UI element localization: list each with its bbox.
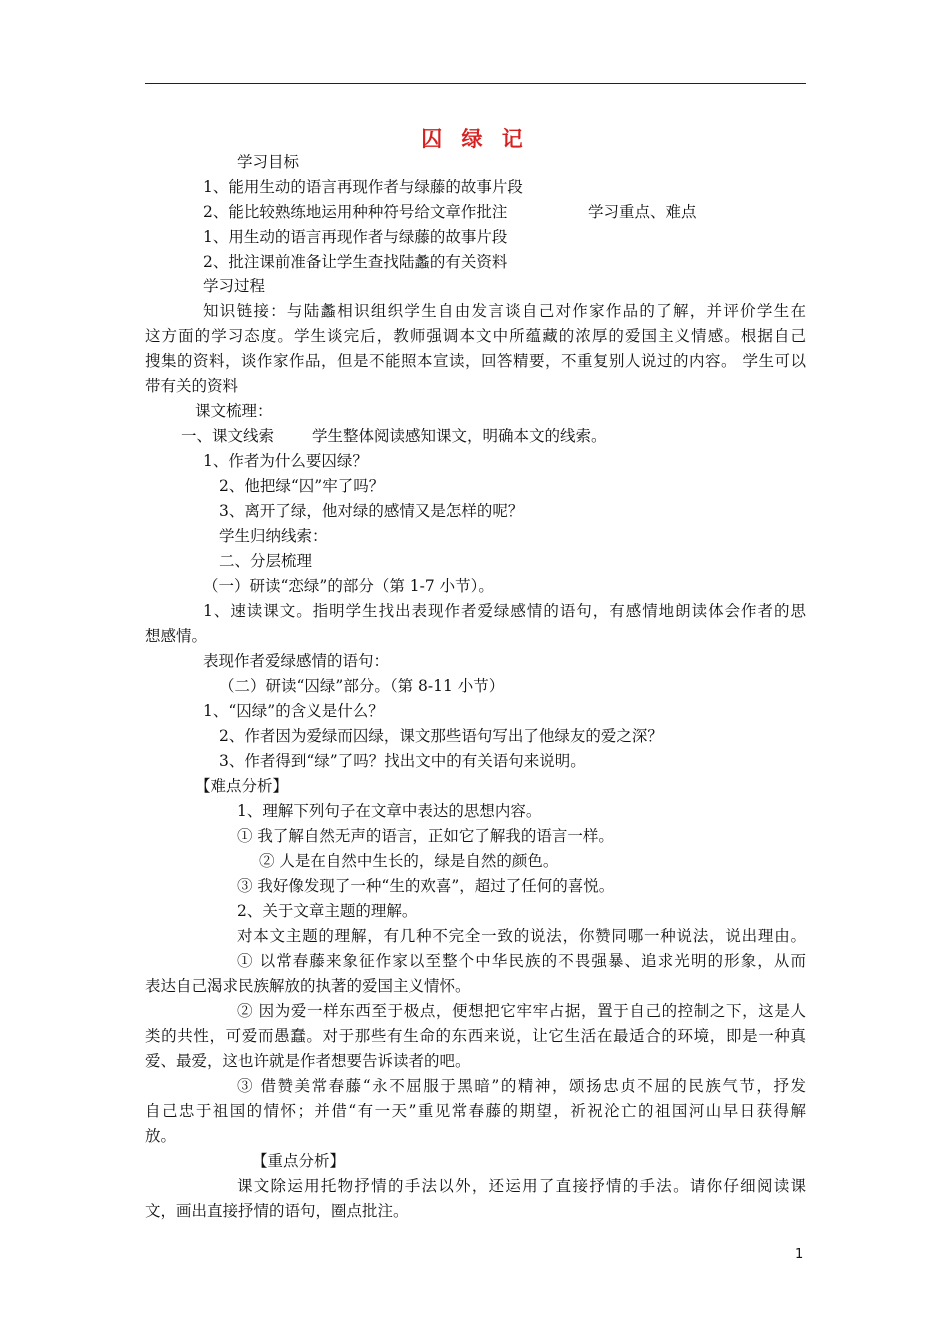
text-line: 二、分层梳理 xyxy=(219,552,313,570)
text-line: 1、理解下列句子在文章中表达的思想内容。 xyxy=(237,802,542,820)
text-line: ① 以常春藤来象征作家以至整个中华民族的不畏强暴、追求光明的形象，从而 xyxy=(237,952,806,970)
text-line: 表达自己渴求民族解放的执著的爱国主义情怀。 xyxy=(145,977,471,995)
text-line: 文，画出直接抒情的语句，圈点批注。 xyxy=(145,1202,409,1220)
text-line: 1、能用生动的语言再现作者与绿藤的故事片段 xyxy=(203,178,523,196)
page-number: 1 xyxy=(795,1247,804,1262)
text-line: 学习过程 xyxy=(203,277,266,295)
text-line: 知识链接：与陆蠡相识组织学生自由发言谈自己对作家作品的了解，并评价学生在 xyxy=(203,302,806,320)
text-line: （一）研读“恋绿”的部分（第 1-7 小节）。 xyxy=(203,577,494,595)
text-line: 搜集的资料，谈作家作品，但是不能照本宣读，回答精要，不重复别人说过的内容。 学生可以 xyxy=(145,352,806,370)
text-line: 放。 xyxy=(145,1127,177,1145)
text-line: 2、他把绿“囚”牢了吗？ xyxy=(219,477,385,495)
text-line: 对本文主题的理解，有几种不完全一致的说法，你赞同哪一种说法，说出理由。 xyxy=(237,927,806,945)
text-line: 3、离开了绿，他对绿的感情又是怎样的呢？ xyxy=(219,502,524,520)
text-line: 表现作者爱绿感情的语句： xyxy=(203,652,390,670)
text-line: （二）研读“囚绿”部分。（第 8-11 小节） xyxy=(219,677,505,695)
text-line: 带有关的资料 xyxy=(145,377,239,395)
text-line: 1、“囚绿”的含义是什么？ xyxy=(203,702,384,720)
text-line: 一、课文线索 xyxy=(181,427,275,445)
text-line: 课文梳理： xyxy=(195,402,273,420)
text-line: 1、速读课文。指明学生找出表现作者爱绿感情的语句，有感情地朗读体会作者的思 xyxy=(203,602,806,620)
header-rule xyxy=(145,83,806,84)
text-line: 这方面的学习态度。学生谈完后，教师强调本文中所蕴藏的浓厚的爱国主义情感。根据自己 xyxy=(145,327,806,345)
text-line: 学习重点、难点 xyxy=(588,203,697,221)
text-line: 3、作者得到“绿”了吗？找出文中的有关语句来说明。 xyxy=(219,752,586,770)
text-line: 类的共性，可爱而愚蠢。对于那些有生命的东西来说，让它生活在最适合的环境，即是一种真 xyxy=(145,1027,806,1045)
text-line: 【重点分析】 xyxy=(252,1152,346,1170)
text-line: 想感情。 xyxy=(145,627,208,645)
text-line: 学生整体阅读感知课文，明确本文的线索。 xyxy=(312,427,607,445)
text-line: 学习目标 xyxy=(237,153,300,171)
text-line: 课文除运用托物抒情的手法以外，还运用了直接抒情的手法。请你仔细阅读课 xyxy=(237,1177,806,1195)
text-line: 自己忠于祖国的情怀；并借“有一天”重见常春藤的期望，祈祝沦亡的祖国河山早日获得解 xyxy=(145,1102,806,1120)
text-line: ① 我了解自然无声的语言，正如它了解我的语言一样。 xyxy=(237,827,614,845)
text-line: 2、批注课前准备让学生查找陆蠡的有关资料 xyxy=(203,253,508,271)
text-line: 2、关于文章主题的理解。 xyxy=(237,902,418,920)
text-line: 2、能比较熟练地运用种种符号给文章作批注 xyxy=(203,203,508,221)
text-line: ② 人是在自然中生长的，绿是自然的颜色。 xyxy=(259,852,559,870)
text-line: 爱、最爱，这也许就是作者想要告诉读者的吧。 xyxy=(145,1052,471,1070)
document-title: 囚 绿 记 xyxy=(421,127,529,151)
text-line: ③ 我好像发现了一种“生的欢喜”，超过了任何的喜悦。 xyxy=(237,877,615,895)
text-line: 学生归纳线索： xyxy=(219,527,328,545)
text-line: 1、作者为什么要囚绿？ xyxy=(203,452,368,470)
text-line: 2、作者因为爱绿而囚绿，课文那些语句写出了他绿友的爱之深？ xyxy=(219,727,663,745)
text-line: ③ 借赞美常春藤“永不屈服于黑暗”的精神，颂扬忠贞不屈的民族气节，抒发 xyxy=(237,1077,806,1095)
text-line: 1、用生动的语言再现作者与绿藤的故事片段 xyxy=(203,228,508,246)
text-line: ② 因为爱一样东西至于极点，便想把它牢牢占据，置于自己的控制之下，这是人 xyxy=(237,1002,806,1020)
text-line: 【难点分析】 xyxy=(195,777,289,795)
